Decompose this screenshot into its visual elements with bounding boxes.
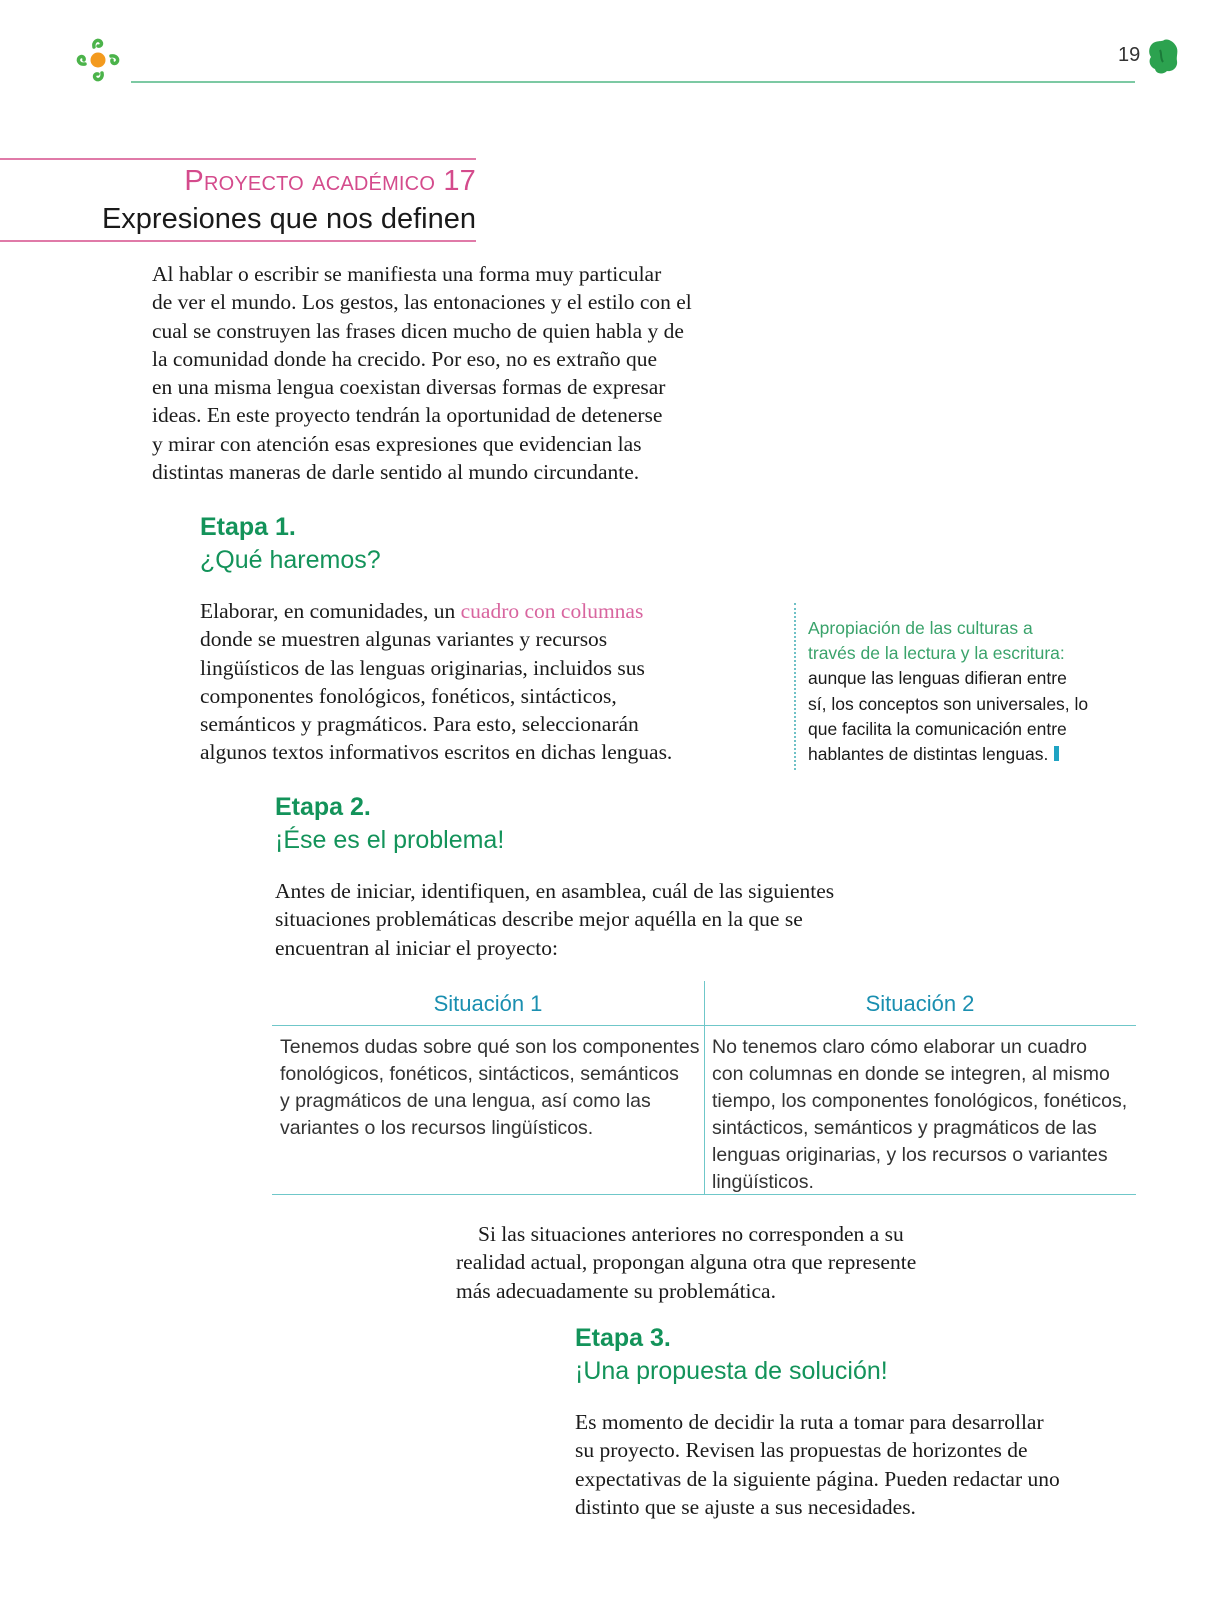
stage2-number: Etapa 2.: [275, 793, 371, 821]
sidebar-note: Apropiación de las culturas a través de la lectura y la escritura: aunque las lenguas difieran entre sí, los conceptos son universales, lo que facilita la comunicación entre hablantes de distintas lenguas.: [808, 618, 1089, 765]
green-blob-icon: [1146, 38, 1180, 76]
table-header-rule: [272, 1025, 1136, 1026]
table-header-situation-2: Situación 2: [865, 991, 975, 1016]
stage2-paragraph: Antes de iniciar, identifiquen, en asamblea, cuál de las siguientes situaciones problemáticas describe mejor aquélla en la que se encuentran al iniciar el proyecto:: [275, 879, 835, 960]
glossary-link[interactable]: cuadro con columnas: [460, 599, 644, 623]
stage3-paragraph: Es momento de decidir la ruta a tomar para desarrollar su proyecto. Revisen las propuestas de horizontes de expectativas de la siguiente página. Pueden redactar uno distinto que se ajuste a sus necesidades.: [575, 1410, 1060, 1519]
end-mark-icon: [1054, 746, 1059, 761]
situations-table: [272, 983, 1136, 1195]
page-number: 19: [1118, 44, 1141, 66]
flower-logo-icon: [72, 34, 124, 86]
stage1-paragraph: Elaborar, en comunidades, un cuadro con columnas donde se muestren algunas variantes y recursos lingüísticos de las lenguas originarias, incluidos sus componentes fonológicos, fonéticos, sintácticos, semánticos y pragmáticos. Para esto, seleccionarán algunos textos informativos escritos en dichas lenguas.: [200, 599, 673, 765]
table-header-situation-1: Situación 1: [433, 991, 543, 1016]
sidebar-dotted-rule: [794, 603, 797, 770]
stage1-number: Etapa 1.: [200, 513, 296, 541]
intro-paragraph: Al hablar o escribir se manifiesta una forma muy particular de ver el mundo. Los gestos, las entonaciones y el estilo con el cual se construyen las frases dicen mucho de quien habla y de la comunidad donde ha crecido. Por eso, no es extraño que en una misma lengua coexistan diversas formas de expresar ideas. En este proyecto tendrán la oportunidad de detenerse y mirar con atención esas expresiones que evidencian las distintas maneras de darle sentido al mundo circundante.: [152, 262, 692, 485]
stage1-title: ¿Qué haremos?: [200, 546, 381, 574]
table-cell-situation-1: Tenemos dudas sobre qué son los componentes fonológicos, fonéticos, sintácticos, semánticos y pragmáticos de una lengua, así como las variantes o los recursos lingüísticos.: [280, 1036, 700, 1139]
title-rule-top: [0, 158, 476, 160]
stage3-title: ¡Una propuesta de solución!: [575, 1357, 888, 1385]
header-divider: [131, 81, 1135, 83]
stage3-number: Etapa 3.: [575, 1324, 671, 1352]
table-cell-situation-2: No tenemos claro cómo elaborar un cuadro con columnas en donde se integren, al mismo tiempo, los componentes fonológicos, fonéticos, sintácticos, semánticos y pragmáticos de las lenguas originarias, y los recursos o variantes lingüísticos.: [712, 1036, 1128, 1193]
project-label: Proyecto académico 17: [184, 165, 476, 197]
title-rule-bottom: [0, 240, 476, 242]
stage2-title: ¡Ése es el problema!: [275, 826, 505, 854]
page-title: Expresiones que nos definen: [101, 203, 476, 235]
stage2-after-paragraph: Si las situaciones anteriores no corresponden a su realidad actual, propongan alguna otra que represente más adecuadamente su problemática.: [456, 1222, 917, 1303]
